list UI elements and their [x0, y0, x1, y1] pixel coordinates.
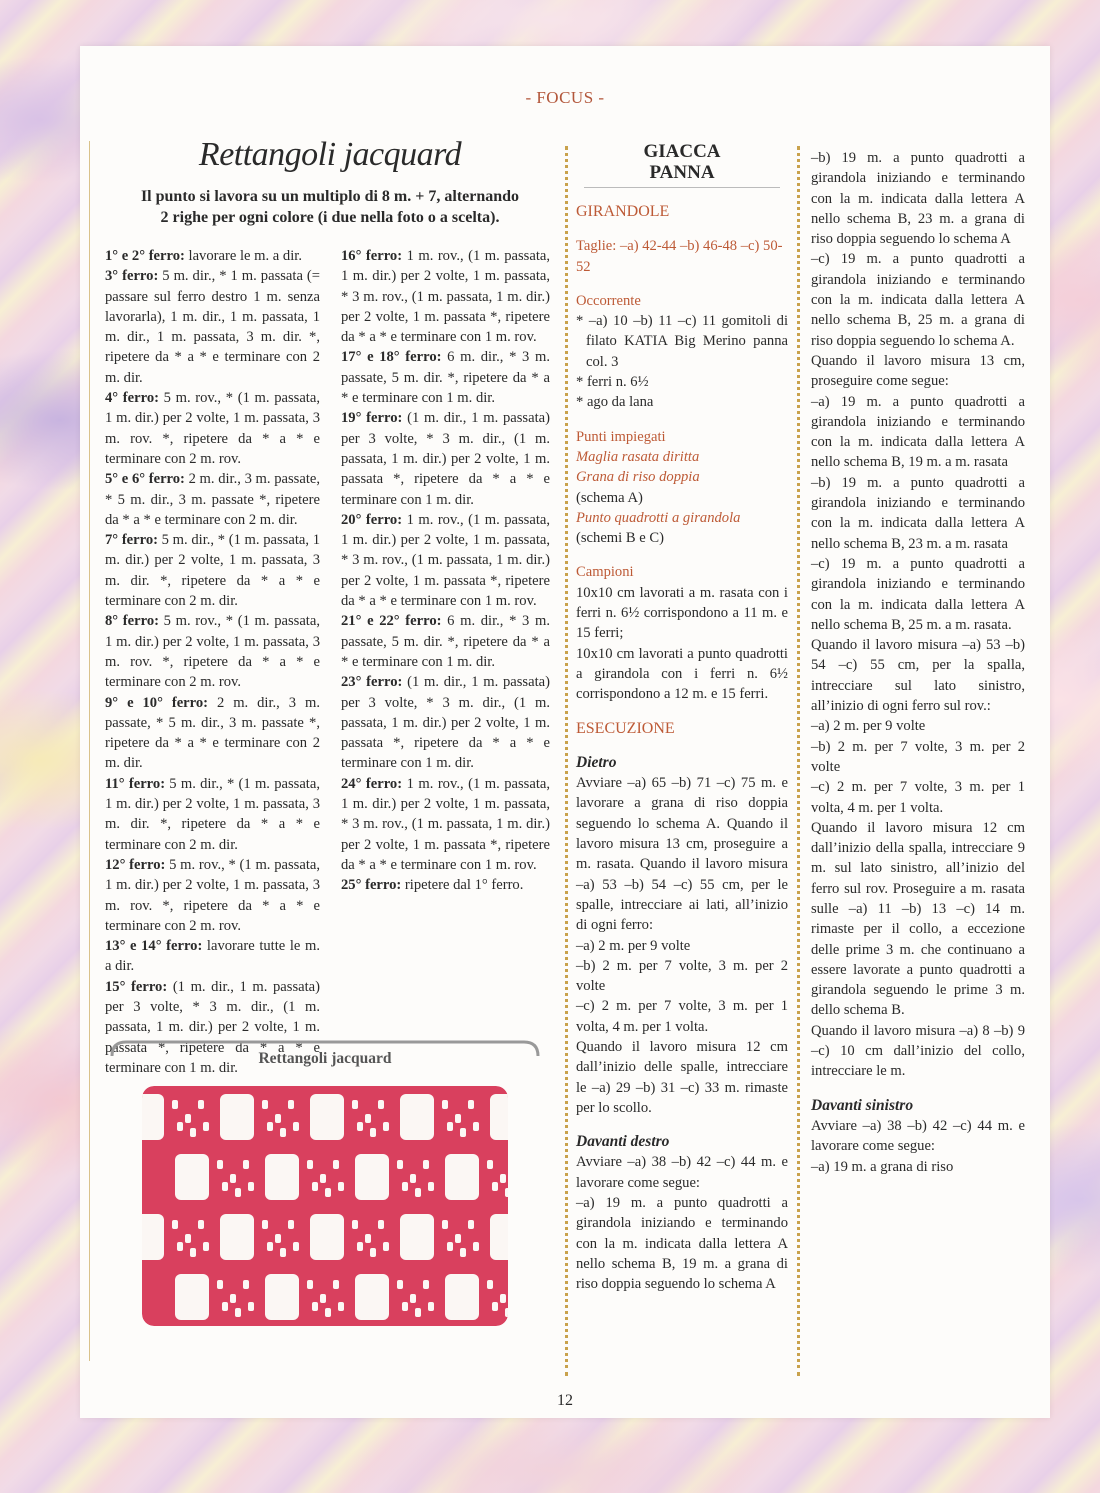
instruction-text: –c) 2 m. per 7 volte, 3 m. per 1 volta, 4 m. per 1 volta.: [811, 779, 1025, 816]
swatch-dot: [293, 1122, 299, 1131]
swatch-rectangle: [445, 1274, 479, 1320]
swatch-dot: [442, 1220, 448, 1229]
swatch-dot: [383, 1242, 389, 1251]
pattern-column-2: [811, 148, 1025, 1177]
swatch-rectangle: [142, 1214, 164, 1260]
stitch-used: Grana di riso doppia: [576, 469, 700, 486]
gauge-text: 10x10 cm lavorati a m. rasata con i ferri n. 6½ corrispondono a 11 m. e 15 ferri;: [576, 584, 788, 642]
swatch-dot: [410, 1294, 416, 1303]
swatch-dot: [378, 1100, 384, 1109]
swatch-dot: [172, 1220, 178, 1229]
instruction-text: –b) 19 m. a punto quadrotti a girandola iniziando e terminando con la m. indicata dalla lettera A nello schema B, 23 m. a grana di riso doppia seguendo lo schema A: [811, 150, 1025, 248]
swatch-rectangle: [142, 1094, 164, 1140]
instruction-text: Quando il lavoro misura –a) 8 –b) 9 –c) 10 cm dall’inizio del collo, intrecciare le m.: [811, 1022, 1025, 1080]
swatch-dot: [320, 1294, 326, 1303]
material-item: * ferri n. 6½: [576, 374, 649, 391]
garment-title-line: GIACCA: [643, 141, 721, 162]
swatch-dot: [243, 1280, 249, 1289]
row-instruction: 24° ferro: 1 m. rov., (1 m. passata, 1 m. dir.) per 2 volte, 1 m. passata, * 3 m. rov., (1 m. passata, 1 m. dir.) per 2 volte, 1 m. passata *, ripetere da * a * e terminare con 1 m. rov.: [341, 775, 550, 873]
swatch-dot: [325, 1188, 331, 1197]
swatch-dot: [370, 1248, 376, 1257]
swatch-dot: [262, 1220, 268, 1229]
front-right-heading: Davanti destro: [576, 1133, 670, 1151]
row-instruction: 5° e 6° ferro: 2 m. dir., 3 m. passate, * 5 m. dir., 3 m. passate *, ripetere da * a * e terminare con 2 m. dir.: [105, 471, 320, 528]
stitch-title: Rettangoli jacquard: [198, 136, 462, 173]
swatch-rectangle: [490, 1094, 508, 1140]
instruction-text: –c) 2 m. per 7 volte, 3 m. per 1 volta, 4 m. per 1 volta.: [576, 998, 788, 1035]
swatch-dot: [293, 1242, 299, 1251]
row-instruction: 16° ferro: 1 m. rov., (1 m. passata, 1 m. dir.) per 2 volte, 1 m. passata, * 3 m. rov., (1 m. passata, 1 m. dir.) per 2 volte, 1 m. passata *, ripetere da * a * e terminare con 1 m. rov.: [341, 248, 550, 346]
instruction-text: –a) 2 m. per 9 volte: [811, 718, 926, 735]
swatch-dot: [217, 1160, 223, 1169]
stitch-intro-line: 2 righe per ogni colore (i due nella foto o a scelta).: [160, 209, 500, 226]
row-instruction: 9° e 10° ferro: 2 m. dir., 3 m. passate, * 5 m. dir., 3 m. passate *, ripetere da * a * e terminare con 2 m. dir.: [105, 694, 320, 772]
swatch-dot: [357, 1122, 363, 1131]
instruction-text: –c) 19 m. a punto quadrotti a girandola iniziando e terminando con la m. indicata dalla lettera A nello schema B, 25 m. a m. rasata.: [811, 555, 1025, 633]
garment-subtitle: GIRANDOLE: [576, 203, 670, 220]
swatch-dot: [500, 1174, 506, 1183]
swatch-dot: [198, 1100, 204, 1109]
row-instruction: 21° e 22° ferro: 6 m. dir., * 3 m. passate, 5 m. dir. *, ripetere da * a * e terminare con 1 m. dir.: [341, 613, 550, 670]
swatch-dot: [383, 1122, 389, 1131]
swatch-dot: [415, 1188, 421, 1197]
instruction-text: Avviare –a) 65 –b) 71 –c) 75 m. e lavorare a grana di riso doppia seguendo lo schema A. Quando il lavoro misura 13 cm, proseguire a m. rasata. Quando il lavoro misura –a) 53 –b) 54 –c) 55 cm, per le spalle, intrecciare ai lati, all’inizio di ogni ferro:: [576, 775, 788, 934]
instruction-text: –a) 19 m. a punto quadrotti a girandola iniziando e terminando con la m. indicata dalla lettera A nello schema B, 19 m. a grana di riso doppia seguendo lo schema A: [576, 1195, 788, 1293]
instruction-text: –b) 2 m. per 7 volte, 3 m. per 2 volte: [576, 957, 788, 995]
swatch-dot: [455, 1234, 461, 1243]
swatch-dot: [177, 1122, 183, 1131]
swatch-rectangle: [310, 1214, 344, 1260]
instruction-text: Quando il lavoro misura 13 cm, proseguire come segue:: [811, 352, 1025, 390]
swatch-dot: [217, 1280, 223, 1289]
row-instruction: 23° ferro: (1 m. dir., 1 m. passata) per 3 volte, * 3 m. dir., (1 m. passata, 1 m. dir.) per 2 volte, 1 m. passata *, ripetere da * a * e terminare con 1 m. dir.: [341, 674, 550, 772]
swatch-dot: [357, 1242, 363, 1251]
swatch-dot: [402, 1302, 408, 1311]
swatch-dot: [312, 1182, 318, 1191]
swatch-dot: [288, 1220, 294, 1229]
swatch-dot: [177, 1242, 183, 1251]
swatch-dot: [473, 1242, 479, 1251]
swatch-dot: [320, 1174, 326, 1183]
swatch-dot: [352, 1100, 358, 1109]
stitch-rows-column-2: [341, 246, 550, 896]
swatch-dot: [262, 1100, 268, 1109]
swatch-rectangle: [400, 1094, 434, 1140]
instruction-text: –a) 19 m. a punto quadrotti a girandola iniziando e terminando con la m. indicata dalla lettera A nello schema B, 19 m. a m. rasata: [811, 393, 1025, 471]
gauge-heading: Campioni: [576, 564, 634, 581]
swatch-dot: [428, 1182, 434, 1191]
swatch-rectangle: [355, 1274, 389, 1320]
swatch-dot: [338, 1302, 344, 1311]
swatch-dot: [370, 1128, 376, 1137]
swatch-dot: [248, 1182, 254, 1191]
row-instruction: 1° e 2° ferro: lavorare le m. a dir.: [105, 248, 302, 264]
swatch-dot: [423, 1160, 429, 1169]
material-item: * ago da lana: [576, 394, 654, 411]
swatch-dot: [312, 1302, 318, 1311]
row-instruction: 15° ferro: (1 m. dir., 1 m. passata) per 3 volte, * 3 m. dir., (1 m. passata, 1 m. dir.) per 2 volte, 1 m. passata *, ripetere da * a * e terminare con 1 m. dir.: [105, 978, 320, 1076]
swatch-rectangle: [490, 1214, 508, 1260]
row-instruction: 12° ferro: 5 m. rov., * (1 m. passata, 1 m. dir.) per 2 volte, 1 m. passata, 3 m. rov. *, ripetere da * a * e terminare con 2 m. rov.: [105, 856, 320, 934]
swatch-dot: [455, 1114, 461, 1123]
swatch-dot: [415, 1308, 421, 1317]
swatch-dot: [198, 1220, 204, 1229]
execution-heading: ESECUZIONE: [576, 719, 675, 737]
instruction-text: Avviare –a) 38 –b) 42 –c) 44 m. e lavorare come segue:: [576, 1154, 788, 1191]
swatch-dot: [267, 1122, 273, 1131]
swatch-dot: [410, 1174, 416, 1183]
swatch-dot: [397, 1280, 403, 1289]
instruction-text: Quando il lavoro misura 12 cm dall’inizio delle spalle, intrecciare le –a) 29 –b) 31 –c) 33 m. rimaste per lo scollo.: [576, 1038, 788, 1116]
swatch-dot: [190, 1248, 196, 1257]
swatch-rectangle: [265, 1154, 299, 1200]
knit-swatch-photo: [142, 1086, 508, 1326]
stitch-used: Maglia rasata diritta: [576, 448, 700, 465]
row-instruction: 8° ferro: 5 m. rov., * (1 m. passata, 1 m. dir.) per 2 volte, 1 m. passata, 3 m. rov. *, ripetere da * a * e terminare con 2 m. rov.: [105, 613, 320, 691]
row-instruction: 11° ferro: 5 m. dir., * (1 m. passata, 1 m. dir.) per 2 volte, 1 m. passata, 3 m. dir. *, ripetere da * a * e terminare con 2 m. dir.: [105, 775, 320, 853]
swatch-dot: [338, 1182, 344, 1191]
material-item: * –a) 10 –b) 11 –c) 11 gomitoli di filato KATIA Big Merino panna col. 3: [576, 313, 788, 370]
back-heading: Dietro: [576, 753, 617, 771]
swatch-dot: [235, 1308, 241, 1317]
swatch-dot: [275, 1114, 281, 1123]
swatch-dot: [423, 1280, 429, 1289]
stitch-intro-line: Il punto si lavora su un multiplo di 8 m. + 7, alternando: [140, 188, 520, 205]
swatch-dot: [230, 1174, 236, 1183]
swatch-dot: [428, 1302, 434, 1311]
swatch-dot: [235, 1188, 241, 1197]
swatch-dot: [487, 1280, 493, 1289]
swatch-rectangle: [310, 1094, 344, 1140]
swatch-dot: [325, 1308, 331, 1317]
stitch-note: (schemi B e C): [576, 530, 664, 547]
row-instruction: 19° ferro: (1 m. dir., 1 m. passata) per 3 volte, * 3 m. dir., (1 m. passata, 1 m. dir.) per 2 volte, 1 m. passata *, ripetere da * a * e terminare con 1 m. dir.: [341, 410, 550, 508]
swatch-rectangle: [445, 1154, 479, 1200]
swatch-dot: [172, 1100, 178, 1109]
swatch-dot: [185, 1234, 191, 1243]
swatch-dot: [352, 1220, 358, 1229]
swatch-dot: [203, 1122, 209, 1131]
section-header: - FOCUS -: [525, 88, 605, 107]
swatch-rectangle: [175, 1154, 209, 1200]
swatch-caption: Rettangoli jacquard: [258, 1050, 392, 1067]
swatch-dot: [333, 1160, 339, 1169]
swatch-rectangle: [175, 1274, 209, 1320]
swatch-dot: [468, 1100, 474, 1109]
swatch-dot: [280, 1248, 286, 1257]
swatch-dot: [267, 1242, 273, 1251]
swatch-dot: [203, 1242, 209, 1251]
swatch-rectangle: [265, 1274, 299, 1320]
stitch-note: (schema A): [576, 489, 643, 506]
swatch-dot: [460, 1248, 466, 1257]
swatch-dot: [473, 1122, 479, 1131]
swatch-dot: [307, 1160, 313, 1169]
swatch-dot: [243, 1160, 249, 1169]
instruction-text: –c) 19 m. a punto quadrotti a girandola iniziando e terminando con la m. indicata dalla lettera A nello schema B, 25 m. a grana di riso doppia seguendo lo schema A.: [811, 251, 1025, 349]
swatch-dot: [492, 1302, 498, 1311]
swatch-dot: [365, 1114, 371, 1123]
instruction-text: –b) 2 m. per 7 volte, 3 m. per 2 volte: [811, 738, 1025, 775]
swatch-dot: [185, 1114, 191, 1123]
page-number: 12: [557, 1392, 573, 1409]
swatch-dot: [280, 1128, 286, 1137]
swatch-dot: [460, 1128, 466, 1137]
swatch-rectangle: [400, 1214, 434, 1260]
swatch-dot: [505, 1308, 508, 1317]
swatch-dot: [307, 1280, 313, 1289]
row-instruction: 20° ferro: 1 m. rov., (1 m. passata, 1 m. dir.) per 2 volte, 1 m. passata, * 3 m. rov., (1 m. passata, 1 m. dir.) per 2 volte, 1 m. passata *, ripetere da * a * e terminare con 1 m. rov.: [341, 511, 550, 610]
sizes: Taglie: –a) 42-44 –b) 46-48 –c) 50-52: [576, 238, 783, 275]
row-instruction: 25° ferro: ripetere dal 1° ferro.: [341, 877, 524, 894]
magazine-page: [80, 46, 1050, 1418]
stitch-rows-column-1: [105, 246, 320, 1078]
materials-heading: Occorrente: [576, 292, 641, 309]
row-instruction: 4° ferro: 5 m. rov., * (1 m. passata, 1 m. dir.) per 2 volte, 1 m. passata, 3 m. rov. *, ripetere da * a * e terminare con 2 m. rov.: [105, 390, 320, 467]
swatch-dot: [288, 1100, 294, 1109]
stitch-intro: [110, 186, 550, 228]
instruction-text: Quando il lavoro misura –a) 53 –b) 54 –c) 55 cm, per la spalla, intrecciare sul lato sinistro, all’inizio di ogni ferro sul rov.:: [811, 637, 1025, 715]
instruction-text: Quando il lavoro misura 12 cm dall’inizio della spalla, intrecciare 9 m. sul lato sinistro, all’inizio del ferro sul rov. Proseguire a m. rasata sulle –a) 11 –b) 13 –c) 14 m. rimaste per il collo, a eccezione delle prime 3 m. che continuano a essere lavorate a punto quadrotti a girandola seguendo le prime 3 m. dello schema B.: [811, 819, 1025, 1019]
swatch-dot: [500, 1294, 506, 1303]
swatch-rectangle: [220, 1094, 254, 1140]
swatch-dot: [365, 1234, 371, 1243]
row-instruction: 17° e 18° ferro: 6 m. dir., * 3 m. passate, 5 m. dir. *, ripetere da * a * e terminare con 1 m. dir.: [341, 349, 550, 407]
stitch-used: Punto quadrotti a girandola: [576, 509, 741, 526]
swatch-dot: [222, 1182, 228, 1191]
pattern-column-1: [576, 141, 788, 1295]
swatch-dot: [402, 1182, 408, 1191]
garment-title: [576, 141, 788, 183]
swatch-dot: [222, 1302, 228, 1311]
swatch-dot: [378, 1220, 384, 1229]
left-rule: [89, 141, 90, 1361]
instruction-text: –a) 19 m. a grana di riso: [811, 1158, 954, 1175]
gauge-text: 10x10 cm lavorati a punto quadrotti a girandola con i ferri n. 6½ corrispondono a 12 m. e 15 ferri.: [576, 645, 788, 703]
swatch-rectangle: [220, 1214, 254, 1260]
instruction-text: –a) 2 m. per 9 volte: [576, 937, 691, 954]
front-left-heading: Davanti sinistro: [811, 1096, 914, 1114]
swatch-dot: [333, 1280, 339, 1289]
swatch-dot: [505, 1188, 508, 1197]
swatch-dot: [190, 1128, 196, 1137]
swatch-dot: [397, 1160, 403, 1169]
swatch-dot: [275, 1234, 281, 1243]
stitches-heading: Punti impiegati: [576, 428, 666, 445]
swatch-dot: [487, 1160, 493, 1169]
swatch-dot: [447, 1122, 453, 1131]
swatch-dot: [248, 1302, 254, 1311]
row-instruction: 13° e 14° ferro: lavorare tutte le m. a dir.: [105, 938, 320, 975]
dotted-divider: [797, 146, 800, 1376]
swatch-rectangle: [355, 1154, 389, 1200]
swatch-dot: [492, 1182, 498, 1191]
swatch-dot: [468, 1220, 474, 1229]
swatch-dot: [442, 1100, 448, 1109]
instruction-text: Avviare –a) 38 –b) 42 –c) 44 m. e lavorare come segue:: [811, 1117, 1025, 1155]
garment-title-line: PANNA: [649, 162, 715, 183]
dotted-divider: [565, 146, 568, 1376]
swatch-dot: [447, 1242, 453, 1251]
instruction-text: –b) 19 m. a punto quadrotti a girandola iniziando e terminando con la m. indicata dalla lettera A nello schema B, 23 m. a m. rasata: [811, 474, 1025, 552]
row-instruction: 7° ferro: 5 m. dir., * (1 m. passata, 1 m. dir.) per 2 volte, 1 m. passata, 3 m. dir. *, ripetere da * a * e terminare con 2 m. dir.: [105, 532, 320, 610]
row-instruction: 3° ferro: 5 m. dir., * 1 m. passata (= passare sul ferro destro 1 m. senza lavorarla), 1 m. dir., 1 m. passata, 1 m. dir., 1 m. passata, 3 m. dir. *, ripetere da * a * e terminare con 2 m. dir.: [105, 268, 321, 386]
swatch-dot: [230, 1294, 236, 1303]
